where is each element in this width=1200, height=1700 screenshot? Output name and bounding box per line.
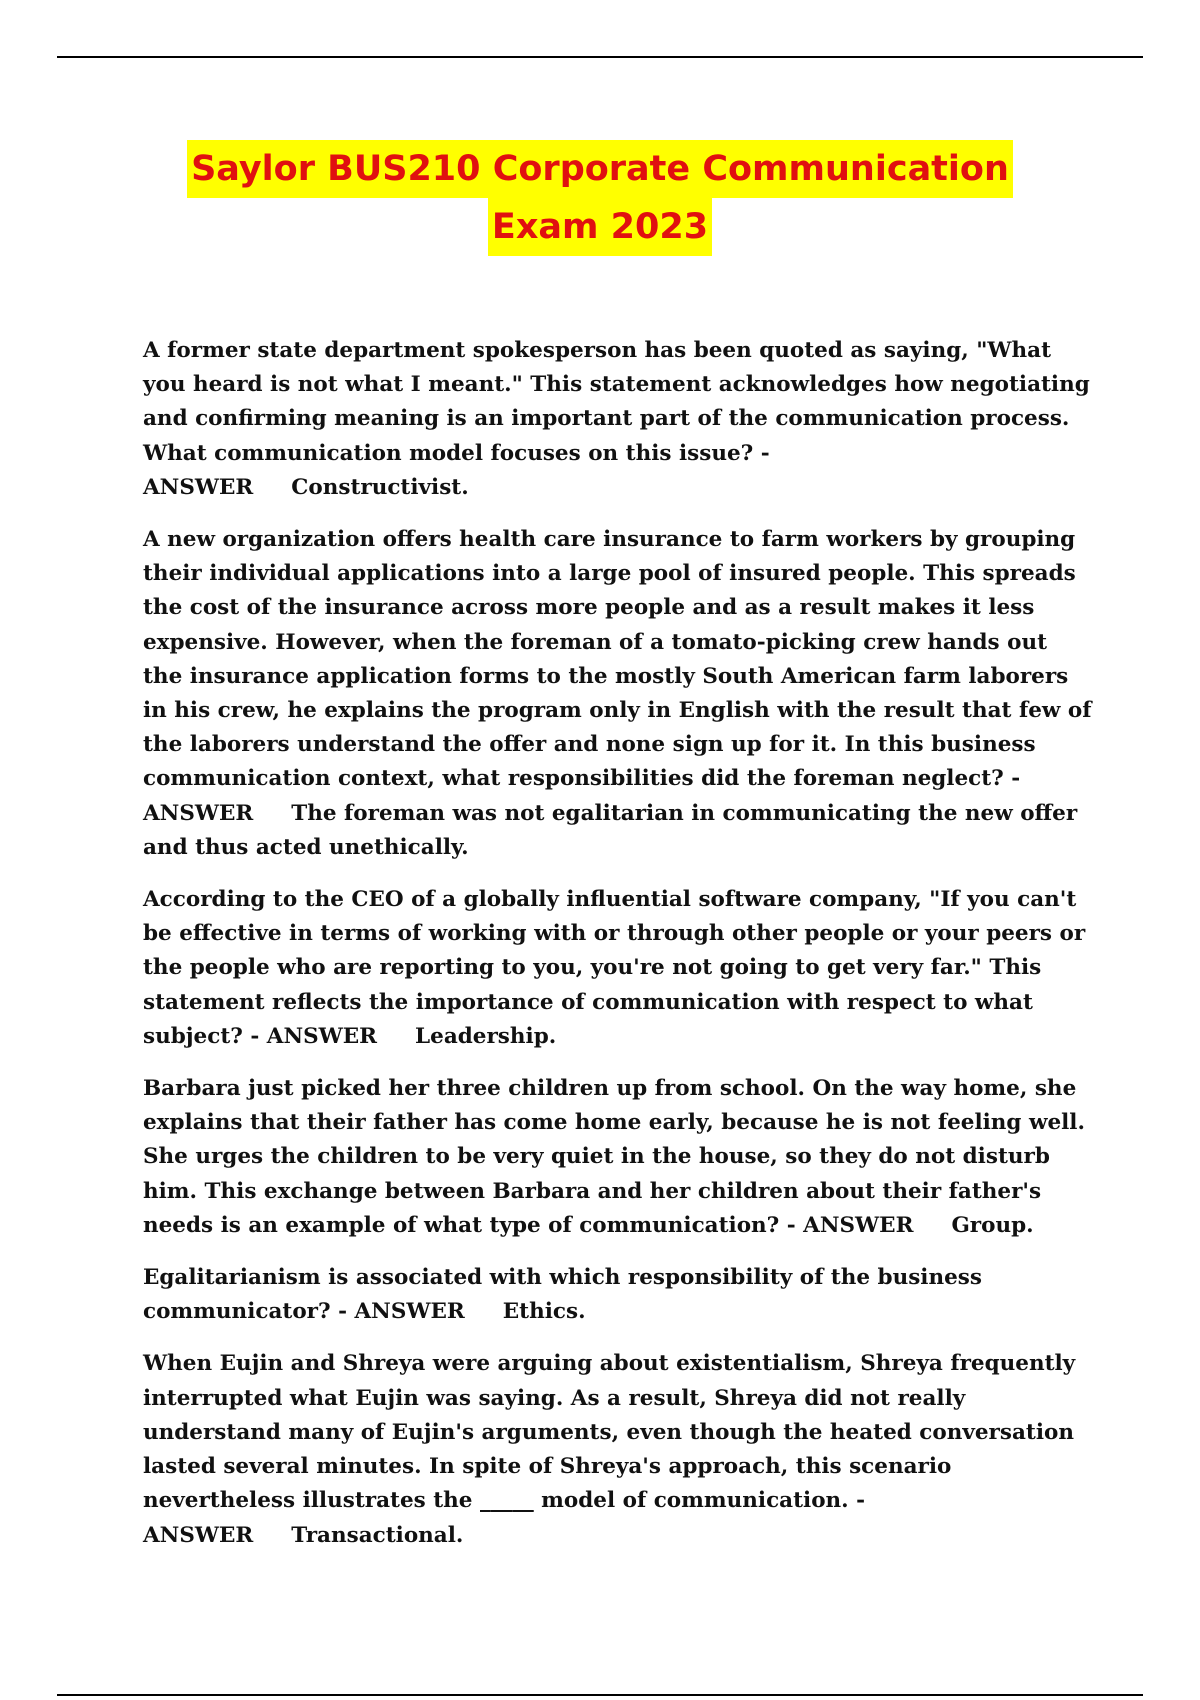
answer-label: - ANSWER [143,440,770,500]
page-title [0,140,1200,256]
bottom-rule [57,1694,1143,1696]
answer-label: - ANSWER [786,1212,914,1238]
title-line-2: Exam 2023 [488,198,712,256]
question-text: Barbara just picked her three children up from school. On the way home, she explains that their father has come home early, because he is not feeling well. She urges the children to be very quiet in the house, so they do not disturb him. This exchange between Barbara and her children about their father's needs is an example of what type of communication? [143,1076,1085,1238]
question-text: A former state department spokesperson has been quoted as saying, "What you heard is not what I meant." This statement acknowledges how negotiating and confirming meaning is an important part of the communication process. What communication model focuses on this issue? [143,338,1090,466]
question-text: A new organization offers health care insurance to farm workers by grouping their individual applications into a large pool of insured people. This spreads the cost of the insurance across more people and as a result makes it less expensive. However, when the foreman of a tomato-picking crew hands out the insurance application forms to the mostly South American farm laborers in his crew, he explains the program only in English with the result that few of the laborers understand the offer and none sign up for it. In this business communication context, what responsibilities did the foreman neglect? [143,527,1092,792]
answer-text: Transactional. [291,1522,464,1548]
qa-item [143,1261,1093,1329]
qa-item [143,883,1093,1054]
answer-text: Group. [951,1212,1034,1238]
question-text: Egalitarianism is associated with which responsibility of the business communicator? [143,1265,982,1325]
answer-text: Ethics. [502,1299,586,1325]
answer-label: - ANSWER [143,766,1021,826]
qa-item [143,523,1093,865]
qa-item [143,334,1093,505]
answer-label: - ANSWER [143,1488,866,1548]
title-line-1: Saylor BUS210 Corporate Communication [187,140,1013,198]
top-rule [57,56,1143,58]
qa-item [143,1347,1093,1552]
question-text: According to the CEO of a globally influential software company, "If you can't be effective in terms of working with or through other people or your peers or the people who are reporting to you, you're not going to get very far." This statement reflects the importance of communication with respect to what subject? [143,887,1086,1049]
answer-text: Leadership. [415,1023,557,1049]
qa-list [143,334,1093,1571]
question-text: When Eujin and Shreya were arguing about existentialism, Shreya frequently interrupted what Eujin was saying. As a result, Shreya did not really understand many of Eujin's arguments, even though the heated conversation lasted several minutes. In spite of Shreya's approach, this scenario nevertheless illustrates the _____ model of communication. [143,1351,1076,1514]
qa-item [143,1072,1093,1243]
answer-text: The foreman was not egalitarian in communicating the new offer and thus acted unethically. [143,800,1078,860]
answer-label: - ANSWER [250,1023,378,1049]
answer-label: - ANSWER [338,1299,465,1325]
answer-text: Constructivist. [291,474,469,500]
